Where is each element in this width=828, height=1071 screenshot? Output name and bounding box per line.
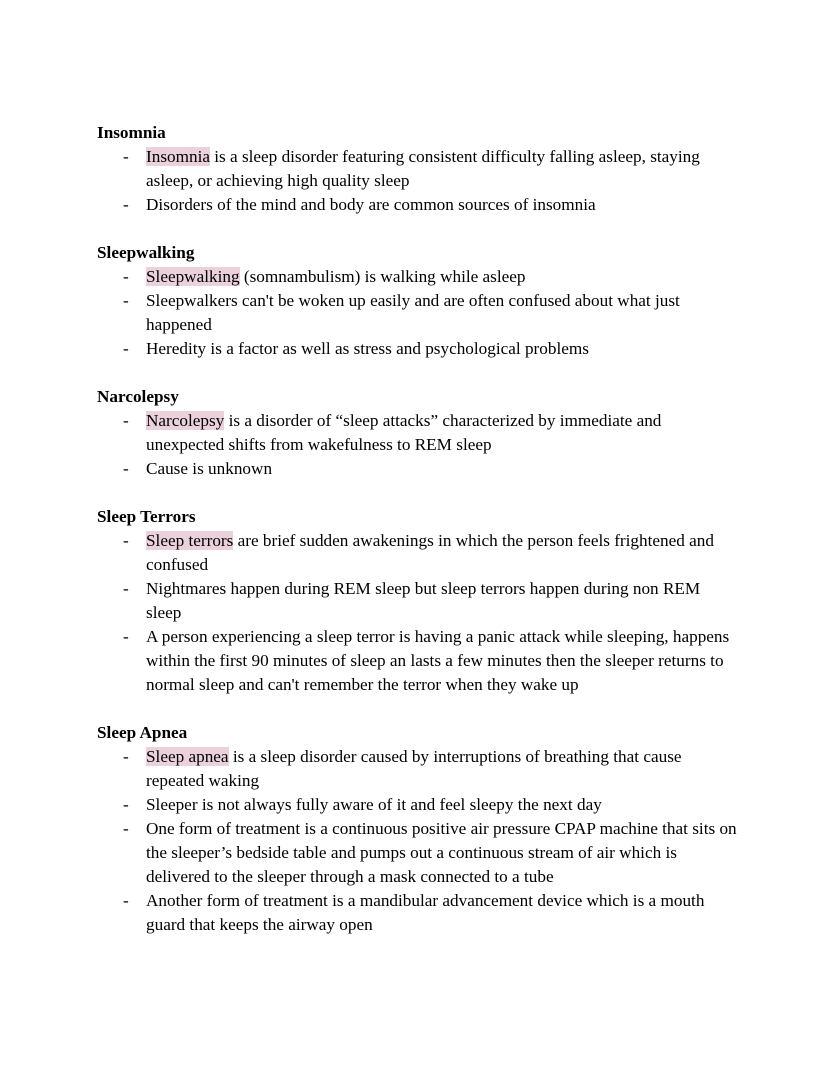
bullet-list bbox=[97, 265, 737, 361]
highlighted-term: Insomnia bbox=[146, 147, 210, 166]
bullet-text: Sleepwalkers can't be woken up easily and are often confused about what just happened bbox=[146, 291, 680, 334]
dash-bullet-icon: - bbox=[123, 195, 129, 214]
dash-bullet-icon: - bbox=[123, 411, 129, 430]
section-heading: Narcolepsy bbox=[97, 387, 179, 406]
dash-bullet-icon: - bbox=[123, 267, 129, 286]
dash-bullet-icon: - bbox=[123, 459, 129, 478]
section-heading: Insomnia bbox=[97, 123, 166, 142]
section-sleep-terrors bbox=[97, 505, 737, 697]
list-item bbox=[97, 577, 737, 625]
list-item bbox=[97, 337, 737, 361]
list-item bbox=[97, 265, 737, 289]
list-item bbox=[97, 793, 737, 817]
list-item bbox=[97, 145, 737, 193]
dash-bullet-icon: - bbox=[123, 627, 129, 646]
list-item bbox=[97, 529, 737, 577]
bullet-text: Cause is unknown bbox=[146, 459, 273, 478]
bullet-text: Nightmares happen during REM sleep but sleep terrors happen during non REM sleep bbox=[146, 579, 701, 622]
bullet-text: Sleeper is not always fully aware of it and feel sleepy the next day bbox=[146, 795, 602, 814]
bullet-text: is a sleep disorder featuring consistent difficulty falling asleep, staying asleep, or achieving high quality sleep bbox=[146, 147, 700, 190]
bullet-text: is a disorder of “sleep attacks” characterized by immediate and unexpected shifts from wakefulness to REM sleep bbox=[146, 411, 662, 454]
bullet-text: One form of treatment is a continuous positive air pressure CPAP machine that sits on the sleeper’s bedside table and pumps out a continuous stream of air which is delivered to the sleeper through a mask connected to a tube bbox=[146, 819, 737, 886]
document-page bbox=[97, 121, 737, 961]
highlighted-term: Sleep apnea bbox=[146, 747, 229, 766]
section-insomnia bbox=[97, 121, 737, 217]
bullet-text: Another form of treatment is a mandibular advancement device which is a mouth guard that keeps the airway open bbox=[146, 891, 705, 934]
highlighted-term: Sleepwalking bbox=[146, 267, 240, 286]
list-item bbox=[97, 625, 737, 697]
bullet-text: A person experiencing a sleep terror is having a panic attack while sleeping, happens within the first 90 minutes of sleep an lasts a few minutes then the sleeper returns to normal sleep and can't remember the terror when they wake up bbox=[146, 627, 730, 694]
dash-bullet-icon: - bbox=[123, 339, 129, 358]
bullet-text: are brief sudden awakenings in which the person feels frightened and confused bbox=[146, 531, 714, 574]
dash-bullet-icon: - bbox=[123, 531, 129, 550]
dash-bullet-icon: - bbox=[123, 891, 129, 910]
dash-bullet-icon: - bbox=[123, 579, 129, 598]
section-heading: Sleep Terrors bbox=[97, 507, 196, 526]
highlighted-term: Sleep terrors bbox=[146, 531, 234, 550]
list-item bbox=[97, 745, 737, 793]
dash-bullet-icon: - bbox=[123, 819, 129, 838]
list-item bbox=[97, 889, 737, 937]
bullet-text: (somnambulism) is walking while asleep bbox=[239, 267, 526, 286]
bullet-text: is a sleep disorder caused by interruptions of breathing that cause repeated waking bbox=[146, 747, 682, 790]
bullet-list bbox=[97, 145, 737, 217]
list-item bbox=[97, 409, 737, 457]
bullet-text: Heredity is a factor as well as stress and psychological problems bbox=[146, 339, 589, 358]
highlighted-term: Narcolepsy bbox=[146, 411, 225, 430]
list-item bbox=[97, 457, 737, 481]
dash-bullet-icon: - bbox=[123, 747, 129, 766]
list-item bbox=[97, 817, 737, 889]
section-heading: Sleep Apnea bbox=[97, 723, 188, 742]
section-sleep-apnea bbox=[97, 721, 737, 937]
bullet-list bbox=[97, 745, 737, 937]
bullet-list bbox=[97, 529, 737, 697]
list-item bbox=[97, 193, 737, 217]
section-heading: Sleepwalking bbox=[97, 243, 195, 262]
section-narcolepsy bbox=[97, 385, 737, 481]
list-item bbox=[97, 289, 737, 337]
bullet-list bbox=[97, 409, 737, 481]
dash-bullet-icon: - bbox=[123, 795, 129, 814]
dash-bullet-icon: - bbox=[123, 291, 129, 310]
section-sleepwalking bbox=[97, 241, 737, 361]
dash-bullet-icon: - bbox=[123, 147, 129, 166]
bullet-text: Disorders of the mind and body are common sources of insomnia bbox=[146, 195, 596, 214]
